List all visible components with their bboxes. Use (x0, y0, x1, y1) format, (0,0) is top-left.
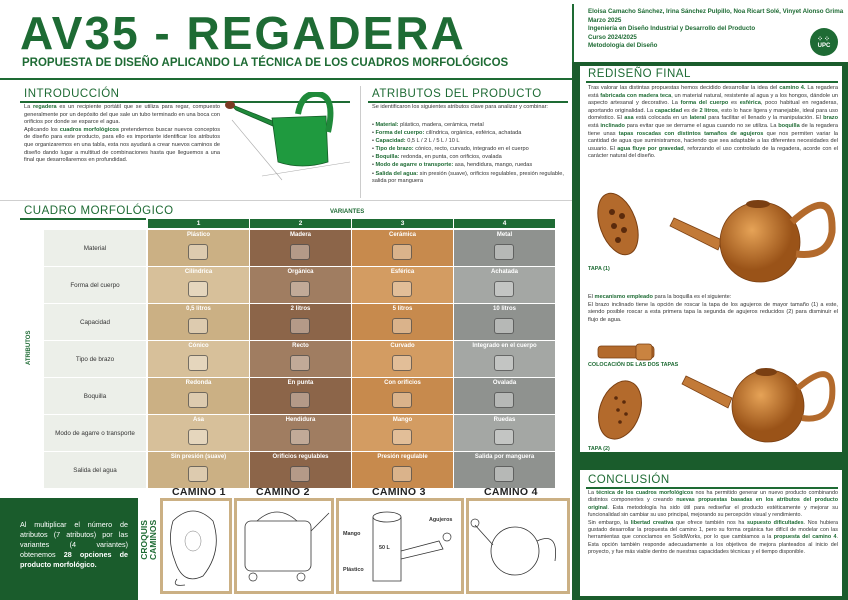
table-cell (148, 452, 249, 488)
croquis-label: CROQUIS CAMINOS (139, 519, 158, 560)
table-cell (250, 452, 351, 488)
cell-label: Plástico (186, 232, 210, 238)
option-sketch-icon (494, 466, 514, 482)
colocacion-label: COLOCACIÓN DE LAS DOS TAPAS (588, 362, 679, 368)
cell-label: Cerámica (388, 232, 417, 238)
cell-label: 0,5 litros (186, 306, 211, 312)
table-cell (250, 267, 351, 303)
option-sketch-icon (290, 318, 310, 334)
tapa-2-render (592, 376, 648, 444)
row-header: Tipo de brazo (44, 341, 146, 377)
cell-label: Redonda (185, 380, 212, 386)
intro-title: INTRODUCCIÓN (24, 88, 120, 100)
option-sketch-icon (188, 429, 208, 445)
upc-logo: ⁘⁘ UPC (810, 28, 838, 56)
tapa-2-label: TAPA (2) (588, 446, 610, 452)
table-cell (454, 304, 555, 340)
rediseno-title: REDISEÑO FINAL (588, 68, 691, 80)
table-cell (454, 415, 555, 451)
table-cell (454, 452, 555, 488)
poster-title: AV35 - REGADERA (20, 7, 466, 59)
row-header: Modo de agarre o transporte (44, 415, 146, 451)
atributo-item: • Forma del cuerpo: cilíndrica, orgánica, esférica, achatada (372, 130, 522, 137)
atributo-item: • Salida del agua: sin presión (suave), orificios regulables, presión regulable, salida por manguera (372, 170, 564, 185)
atributos-rule (368, 101, 568, 103)
cell-label: Integrado en el cuerpo (472, 343, 537, 349)
cell-label: Ruedas (493, 417, 516, 423)
conclusion-text: La técnica de los cuadros morfológicos nos ha permitido generar un nuevo producto combinando distintos componentes y creando nuevas propuestas basadas en los atributos del producto original. Esta metodología ha sido útil para rediseñar el producto estéticamente y mejorar su funcionalidad sin cambiar su uso principal, mejorando su percepción visual y rendimiento. Sin embargo, la libertad creativa que ofrece también nos ha supuesto dificultades. Nos hubiera gustado desarrollar la propuesta del camino 1, pero su forma orgánica fue difícil de modelar con las herramientas que conocíamos en SolidWorks, por lo que cambiamos a la propuesta del camino 4. Esta opción también responde adecuadamente a los objetivos de mejora planteados al inicio del proyecto, y fue más viable dentro de nuestras capacidades técnicas y el tiempo disponible. (588, 490, 839, 556)
summary-highlight: 28 opciones de producto morfológico. (20, 550, 128, 569)
option-sketch-icon (188, 392, 208, 408)
option-sketch-icon (290, 281, 310, 297)
conclusion-rule (586, 487, 838, 489)
cell-label: Madera (289, 232, 311, 238)
cell-label: Sin presión (suave) (170, 454, 227, 460)
table-cell (148, 304, 249, 340)
row-header: Capacidad (44, 304, 146, 340)
atributo-item: • Modo de agarre o transporte: asa, hendidura, mango, ruedas (372, 162, 533, 169)
option-sketch-icon (392, 281, 412, 297)
table-cell (250, 230, 351, 266)
atributo-item: • Material: plástico, madera, cerámica, metal (372, 122, 484, 128)
cell-label: Salida por manguera (474, 454, 535, 460)
cell-label: 5 litros (392, 306, 413, 312)
cell-label: Esférica (390, 269, 415, 275)
option-sketch-icon (494, 355, 514, 371)
logo-text: UPC (817, 42, 831, 49)
section-rule (0, 200, 572, 201)
row-header: Salida del agua (44, 452, 146, 488)
option-sketch-icon (494, 244, 514, 260)
column-header: 1 (148, 219, 249, 228)
table-cell (454, 230, 555, 266)
summary-box (0, 498, 138, 600)
column-header: 3 (352, 219, 453, 228)
column-divider (360, 86, 361, 198)
mecanismo-text: El mecanismo empleado para la boquilla es el siguiente: El brazo inclinado tiene la opción de roscar la tapa de los agujeros de mayor tamaño (1) a este, siendo posible roscar a esta primera tapa la segunda de agujeros reducidos (2) para disminuir el flujo de agua. (588, 294, 838, 323)
cell-label: Mango (392, 417, 413, 423)
tapa-1-render (592, 188, 644, 260)
option-sketch-icon (290, 244, 310, 260)
sketch-capacity: 50 L (379, 545, 390, 551)
camino-2-sketch (234, 498, 334, 594)
option-sketch-icon (188, 466, 208, 482)
table-cell (148, 415, 249, 451)
option-sketch-icon (392, 355, 412, 371)
final-design-render-2 (680, 348, 838, 448)
table-cell (352, 415, 453, 451)
camino-1-title: CAMINO 1 (172, 486, 226, 498)
sketch-note-mango: Mango (343, 531, 361, 537)
cell-label: Achatada (490, 269, 518, 275)
cell-label: 10 litros (492, 306, 516, 312)
cell-label: Presión regulable (377, 454, 428, 460)
course: Curso 2024/2025 (588, 33, 637, 41)
header-rule (0, 78, 572, 80)
table-cell (454, 378, 555, 414)
rediseno-rule (586, 81, 838, 83)
option-sketch-icon (290, 355, 310, 371)
cell-label: 2 litros (290, 306, 311, 312)
option-sketch-icon (392, 318, 412, 334)
table-cell (352, 267, 453, 303)
cell-label: Ovalada (492, 380, 517, 386)
option-sketch-icon (290, 392, 310, 408)
poster-subtitle: PROPUESTA DE DISEÑO APLICANDO LA TÉCNICA DE LOS CUADROS MORFOLÓGICOS (22, 57, 509, 69)
tapa-1-label: TAPA (1) (588, 266, 610, 272)
cell-label: Metal (496, 232, 513, 238)
option-sketch-icon (290, 466, 310, 482)
atributos-list (372, 122, 566, 186)
final-design-render (664, 178, 840, 288)
watering-can-image (222, 92, 354, 184)
camino-3-sketch (336, 498, 464, 594)
table-cell (250, 304, 351, 340)
conclusion-title: CONCLUSIÓN (588, 474, 670, 486)
table-cell (352, 452, 453, 488)
option-sketch-icon (392, 429, 412, 445)
table-cell (352, 341, 453, 377)
table-cell (454, 341, 555, 377)
sketch-note-material: Plástico (343, 567, 364, 573)
option-sketch-icon (494, 429, 514, 445)
subject: Metodología del Diseño (588, 42, 658, 50)
option-sketch-icon (188, 281, 208, 297)
table-cell (148, 230, 249, 266)
camino-4-title: CAMINO 4 (484, 486, 538, 498)
date: Marzo 2025 (588, 16, 622, 24)
table-cell (352, 230, 453, 266)
cuadro-rule (20, 218, 146, 220)
option-sketch-icon (494, 318, 514, 334)
cell-label: Hendidura (285, 417, 316, 423)
atributo-item: • Capacidad: 0,5 L / 2 L / 5 L / 10 L (372, 138, 460, 145)
option-sketch-icon (494, 281, 514, 297)
option-sketch-icon (188, 244, 208, 260)
option-sketch-icon (392, 244, 412, 260)
option-sketch-icon (290, 429, 310, 445)
row-header: Material (44, 230, 146, 266)
cell-label: Orgánica (287, 269, 314, 275)
atributos-intro: Se identificaron los siguientes atributos clave para analizar y combinar: (372, 104, 548, 110)
camino-2-title: CAMINO 2 (256, 486, 310, 498)
cell-label: Orificios regulables (272, 454, 329, 460)
camino-4-sketch (466, 498, 570, 594)
cuadro-title: CUADRO MORFOLÓGICO (24, 205, 174, 217)
header-info (588, 8, 843, 51)
table-cell (148, 341, 249, 377)
cell-label: Cónico (188, 343, 209, 349)
option-sketch-icon (188, 318, 208, 334)
camino-3-title: CAMINO 3 (372, 486, 426, 498)
degree: Ingeniería en Diseño Industrial y Desarrollo del Producto (588, 25, 756, 33)
rediseno-text: Tras valorar las distintas propuestas hemos decidido desarrollar la idea del camino 4. La regadera está fabricada con madera teca, un material natural, resistente al agua y a los hongos, dándole un aspecto artesanal y decorativo. La forma del cuerpo es esférica, poco habitual en regaderas, aportando originalidad. La capacidad es de 2 litros, esto lo hace ligera y manejable, ideal para uso doméstico. El asa está colocada en un lateral para facilitar el llenado y la manipulación. El brazo está inclinado para evitar que se derrame el agua cuando no se utiliza. La boquilla de la regadera tiene unas tapas roscadas con distintos tamaños de agujeros que nos permiten variar la cantidad de agua que suministramos, haciendo que sea adaptable a las diferentes necesidades del usuario. El agua fluye por gravedad, reforzando el uso controlado de la regadera, acorde con el carácter natural del diseño. (588, 85, 839, 160)
cell-label: Curvado (390, 343, 415, 349)
atributo-item: • Boquilla: redonda, en punta, con orificios, ovalada (372, 154, 502, 161)
authors: Eloisa Camacho Sánchez, Irina Sánchez Pulpillo, Noa Ricart Solé, Vinyet Alonso Grima (588, 8, 844, 15)
row-header: Boquilla (44, 378, 146, 414)
column-header: 4 (454, 219, 555, 228)
cell-label: Con orificios (384, 380, 421, 386)
option-sketch-icon (494, 392, 514, 408)
summary-text: Al multiplicar el número de atributos (7 atributos) por las variantes (4 variantes) obtenemos (20, 520, 128, 559)
table-cell (250, 378, 351, 414)
table-cell (148, 378, 249, 414)
table-cell (250, 341, 351, 377)
header-divider (572, 4, 574, 64)
option-sketch-icon (188, 355, 208, 371)
table-cell (352, 304, 453, 340)
atributos-title: ATRIBUTOS DEL PRODUCTO (372, 88, 542, 100)
column-header: 2 (250, 219, 351, 228)
option-sketch-icon (392, 466, 412, 482)
cell-label: Asa (192, 417, 204, 423)
cell-label: Cilíndrica (184, 269, 213, 275)
camino-1-sketch (160, 498, 232, 594)
cell-label: Recto (292, 343, 309, 349)
table-cell (454, 267, 555, 303)
variantes-label: VARIANTES (330, 209, 365, 215)
intro-text: La regadera es un recipiente portátil que se utiliza para regar, compuesto generalmente por un depósito del que sale un tubo terminado en una boca con orificios por donde se esparce el agua. Aplicando los cuadros morfológicos pretendemos buscar nuevos conceptos de diseño para este producto, para ello es importante identificar los atributos que organizaremos en una tabla, esta nos ayudará a crear nuevos caminos de diseño dando lugar a multitud de combinaciones hasta que lleguemos a una final que desarrollaremos en profundidad. (24, 104, 220, 164)
atributos-label: ATRIBUTOS (26, 330, 32, 365)
atributo-item: • Tipo de brazo: cónico, recto, curvado, integrado en el cuerpo (372, 146, 529, 153)
table-cell (250, 415, 351, 451)
row-header: Forma del cuerpo (44, 267, 146, 303)
sketch-note-holes: Agujeros (429, 517, 453, 523)
table-cell (352, 378, 453, 414)
option-sketch-icon (392, 392, 412, 408)
colocacion-render (596, 340, 656, 362)
cell-label: En punta (287, 380, 314, 386)
table-cell (148, 267, 249, 303)
